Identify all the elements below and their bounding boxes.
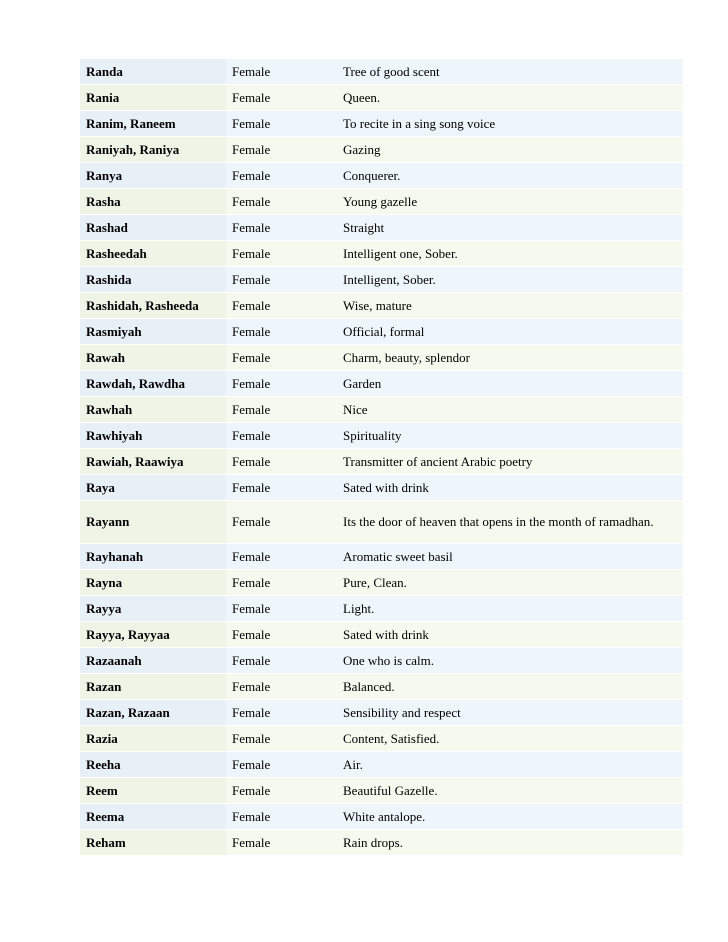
meaning-cell: Official, formal <box>337 319 683 345</box>
gender-cell: Female <box>226 215 337 241</box>
table-row <box>80 596 683 622</box>
gender-cell: Female <box>226 267 337 293</box>
meaning-cell: To recite in a sing song voice <box>337 111 683 137</box>
name-cell: Reem <box>80 778 226 804</box>
table-row <box>80 163 683 189</box>
table-row <box>80 267 683 293</box>
table-row <box>80 501 683 544</box>
gender-cell: Female <box>226 85 337 111</box>
name-cell: Rawah <box>80 345 226 371</box>
name-cell: Reema <box>80 804 226 830</box>
meaning-cell: Spirituality <box>337 423 683 449</box>
table-row <box>80 85 683 111</box>
table-row <box>80 241 683 267</box>
gender-cell: Female <box>226 544 337 570</box>
name-cell: Razaanah <box>80 648 226 674</box>
gender-cell: Female <box>226 622 337 648</box>
table-row <box>80 674 683 700</box>
gender-cell: Female <box>226 449 337 475</box>
table-row <box>80 423 683 449</box>
name-cell: Rayna <box>80 570 226 596</box>
meaning-cell: Tree of good scent <box>337 59 683 85</box>
meaning-cell: Young gazelle <box>337 189 683 215</box>
meaning-cell: Sated with drink <box>337 475 683 501</box>
gender-cell: Female <box>226 371 337 397</box>
meaning-cell: Transmitter of ancient Arabic poetry <box>337 449 683 475</box>
gender-cell: Female <box>226 293 337 319</box>
gender-cell: Female <box>226 648 337 674</box>
meaning-cell: Aromatic sweet basil <box>337 544 683 570</box>
name-cell: Rayya, Rayyaa <box>80 622 226 648</box>
table-row <box>80 622 683 648</box>
name-cell: Razia <box>80 726 226 752</box>
gender-cell: Female <box>226 137 337 163</box>
meaning-cell: Charm, beauty, splendor <box>337 345 683 371</box>
gender-cell: Female <box>226 241 337 267</box>
name-cell: Rashidah, Rasheeda <box>80 293 226 319</box>
gender-cell: Female <box>226 319 337 345</box>
meaning-cell: Air. <box>337 752 683 778</box>
name-cell: Ranya <box>80 163 226 189</box>
table-row <box>80 830 683 856</box>
gender-cell: Female <box>226 397 337 423</box>
table-row <box>80 397 683 423</box>
meaning-cell: Its the door of heaven that opens in the month of ramadhan. <box>337 501 683 544</box>
name-cell: Randa <box>80 59 226 85</box>
table-row <box>80 137 683 163</box>
meaning-cell: Garden <box>337 371 683 397</box>
table-row <box>80 570 683 596</box>
table-row <box>80 59 683 85</box>
table-row <box>80 544 683 570</box>
table-row <box>80 804 683 830</box>
name-cell: Reham <box>80 830 226 856</box>
gender-cell: Female <box>226 700 337 726</box>
table-row <box>80 319 683 345</box>
gender-cell: Female <box>226 778 337 804</box>
meaning-cell: Conquerer. <box>337 163 683 189</box>
meaning-cell: Sated with drink <box>337 622 683 648</box>
table-row <box>80 726 683 752</box>
meaning-cell: Balanced. <box>337 674 683 700</box>
name-cell: Razan <box>80 674 226 700</box>
name-cell: Raniyah, Raniya <box>80 137 226 163</box>
table-row <box>80 345 683 371</box>
meaning-cell: Nice <box>337 397 683 423</box>
meaning-cell: Gazing <box>337 137 683 163</box>
table-row <box>80 752 683 778</box>
name-cell: Rayann <box>80 501 226 544</box>
meaning-cell: Content, Satisfied. <box>337 726 683 752</box>
gender-cell: Female <box>226 163 337 189</box>
table-row <box>80 700 683 726</box>
table-row <box>80 111 683 137</box>
name-cell: Rasha <box>80 189 226 215</box>
gender-cell: Female <box>226 111 337 137</box>
gender-cell: Female <box>226 345 337 371</box>
gender-cell: Female <box>226 674 337 700</box>
meaning-cell: Queen. <box>337 85 683 111</box>
meaning-cell: One who is calm. <box>337 648 683 674</box>
gender-cell: Female <box>226 726 337 752</box>
meaning-cell: White antalope. <box>337 804 683 830</box>
name-cell: Ranim, Raneem <box>80 111 226 137</box>
table-row <box>80 215 683 241</box>
name-cell: Rania <box>80 85 226 111</box>
meaning-cell: Wise, mature <box>337 293 683 319</box>
name-cell: Rawiah, Raawiya <box>80 449 226 475</box>
name-cell: Raya <box>80 475 226 501</box>
table-row <box>80 371 683 397</box>
meaning-cell: Straight <box>337 215 683 241</box>
meaning-cell: Light. <box>337 596 683 622</box>
name-cell: Rasmiyah <box>80 319 226 345</box>
name-cell: Rashida <box>80 267 226 293</box>
gender-cell: Female <box>226 752 337 778</box>
name-cell: Rashad <box>80 215 226 241</box>
meaning-cell: Intelligent, Sober. <box>337 267 683 293</box>
name-cell: Rawhah <box>80 397 226 423</box>
table-row <box>80 189 683 215</box>
name-cell: Rawdah, Rawdha <box>80 371 226 397</box>
gender-cell: Female <box>226 570 337 596</box>
name-cell: Reeha <box>80 752 226 778</box>
names-table <box>80 58 683 855</box>
meaning-cell: Beautiful Gazelle. <box>337 778 683 804</box>
table-row <box>80 293 683 319</box>
name-cell: Rayhanah <box>80 544 226 570</box>
gender-cell: Female <box>226 475 337 501</box>
gender-cell: Female <box>226 59 337 85</box>
table-row <box>80 449 683 475</box>
name-cell: Rayya <box>80 596 226 622</box>
gender-cell: Female <box>226 830 337 856</box>
meaning-cell: Intelligent one, Sober. <box>337 241 683 267</box>
meaning-cell: Rain drops. <box>337 830 683 856</box>
table-row <box>80 475 683 501</box>
gender-cell: Female <box>226 501 337 544</box>
gender-cell: Female <box>226 189 337 215</box>
names-table-body <box>80 59 683 856</box>
meaning-cell: Sensibility and respect <box>337 700 683 726</box>
name-cell: Razan, Razaan <box>80 700 226 726</box>
gender-cell: Female <box>226 423 337 449</box>
meaning-cell: Pure, Clean. <box>337 570 683 596</box>
table-row <box>80 648 683 674</box>
name-cell: Rawhiyah <box>80 423 226 449</box>
table-row <box>80 778 683 804</box>
name-cell: Rasheedah <box>80 241 226 267</box>
gender-cell: Female <box>226 596 337 622</box>
gender-cell: Female <box>226 804 337 830</box>
